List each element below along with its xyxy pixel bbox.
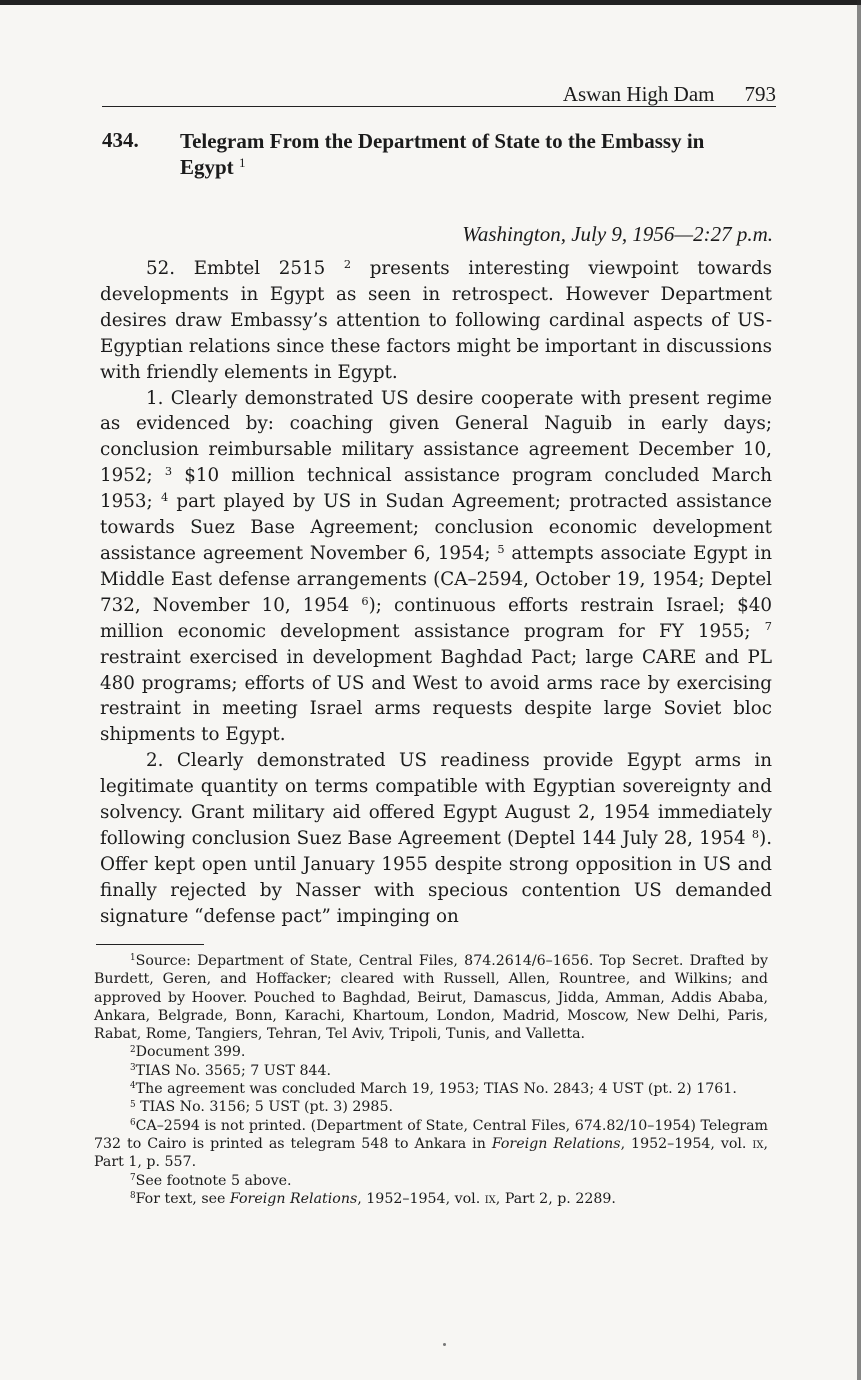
dateline: Washington, July 9, 1956—2:27 p.m. — [462, 222, 773, 246]
document-title-text: Telegram From the Department of State to the Embassy in Egypt — [180, 129, 705, 179]
scan-speck — [443, 1343, 446, 1346]
telegram-body — [100, 256, 772, 930]
footnote-4: $^4$The agreement was concluded March 19, 1953; TIAS No. 2843; 4 UST (pt. 2) 1761. — [130, 1081, 737, 1098]
footnote-ref-5[interactable]: 5 — [497, 541, 505, 556]
footnote-ref-7[interactable]: 7 — [764, 619, 772, 634]
footnote-ref-1[interactable]: 1 — [238, 154, 246, 170]
document-title — [180, 128, 770, 180]
footnote-8: $^8$For text, see Foreign Relations, 1952–1954, vol. ix, Part 2, p. 2289. — [130, 1190, 616, 1207]
footnote-rule — [96, 944, 204, 945]
paragraph-point-1: 1. Clearly demonstrated US desire cooperate with present regime as evidenced by: coaching given General Naguib in early days; conclusion reimbursable military assistance agreement December 10, 1952; $^3$ $10 million technical assistance program concluded March 1953; $^4$ part played by US in Sudan Agreement; protracted assistance towards Suez Base Agreement; conclusion economic development assistance agreement November 6, 1954; $^5$ attempts associate Egypt in Middle East defense arrangements (CA–2594, October 19, 1954; Deptel 732, November 10, 1954 $^6$); continuous efforts restrain Israel; $40 million economic development assistance program for FY 1955; $^7$ restraint exercised in development Baghdad Pact; large CARE and PL 480 programs; efforts of US and West to avoid arms race by exercising restraint in meeting Israel arms requests despite large Soviet bloc shipments to Egypt. — [100, 387, 773, 746]
page-number: 793 — [744, 82, 776, 106]
running-head-title: Aswan High Dam — [562, 82, 715, 106]
running-head — [102, 82, 776, 107]
footnote-ref-6[interactable]: 6 — [361, 593, 369, 608]
footnotes — [94, 952, 768, 1208]
footnote-ref-3[interactable]: 3 — [164, 464, 173, 479]
footnote-7: $^7$See footnote 5 above. — [130, 1172, 292, 1189]
footnote-6: $^6$CA–2594 is not printed. (Department of State, Central Files, 674.82/10–1954) Telegram 732 to Cairo is printed as telegram 548 to Ankara in Foreign Relations, 1952–1954, vol. ix, Part 1, p. 557. — [94, 1117, 768, 1171]
foreign-relations-ref: Foreign Relations — [491, 1135, 621, 1152]
footnote-3: $^3$TIAS No. 3565; 7 UST 844. — [130, 1062, 332, 1079]
footnote-5: $^5$ TIAS No. 3156; 5 UST (pt. 3) 2985. — [130, 1099, 393, 1116]
footnote-ref-2[interactable]: 2 — [343, 256, 352, 271]
document-number: 434. — [102, 128, 139, 152]
paragraph-intro: 52. Embtel 2515 $^2$ presents interesting viewpoint towards developments in Egypt as seen in retrospect. However Department desires draw Embassy’s attention to following cardinal aspects of US-Egyptian relations since these factors might be important in discussions with friendly elements in Egypt. — [100, 256, 772, 383]
page-top-edge — [0, 0, 861, 5]
footnote-2: $^2$Document 399. — [130, 1044, 246, 1061]
page-right-edge — [857, 0, 861, 1380]
footnote-ref-8[interactable]: 8 — [751, 826, 760, 841]
footnote-ref-4[interactable]: 4 — [160, 489, 169, 504]
footnote-1: $^1$Source: Department of State, Central Files, 874.2614/6–1656. Top Secret. Drafted by Burdett, Geren, and Hoffacker; cleared with Russell, Allen, Rountree, and Wilkins; and approved by Hoover. Pouched to Baghdad, Beirut, Damascus, Jidda, Amman, Addis Ababa, Ankara, Belgrade, Bonn, Karachi, Khartoum, London, Madrid, Moscow, New Delhi, Paris, Rabat, Rome, Tangiers, Tehran, Tel Aviv, Tripoli, Tunis, and Valletta. — [94, 953, 768, 1043]
paragraph-point-2: 2. Clearly demonstrated US readiness provide Egypt arms in legitimate quantity on terms compatible with Egyptian sovereignty and solvency. Grant military aid offered Egypt August 2, 1954 immediately following conclusion Suez Base Agreement (Deptel 144 July 28, 1954 $^8$). Offer kept open until January 1955 despite strong opposition in US and finally rejected by Nasser with specious contention US demanded signature “defense pact” impinging on — [100, 750, 773, 927]
foreign-relations-ref: Foreign Relations — [229, 1190, 358, 1207]
